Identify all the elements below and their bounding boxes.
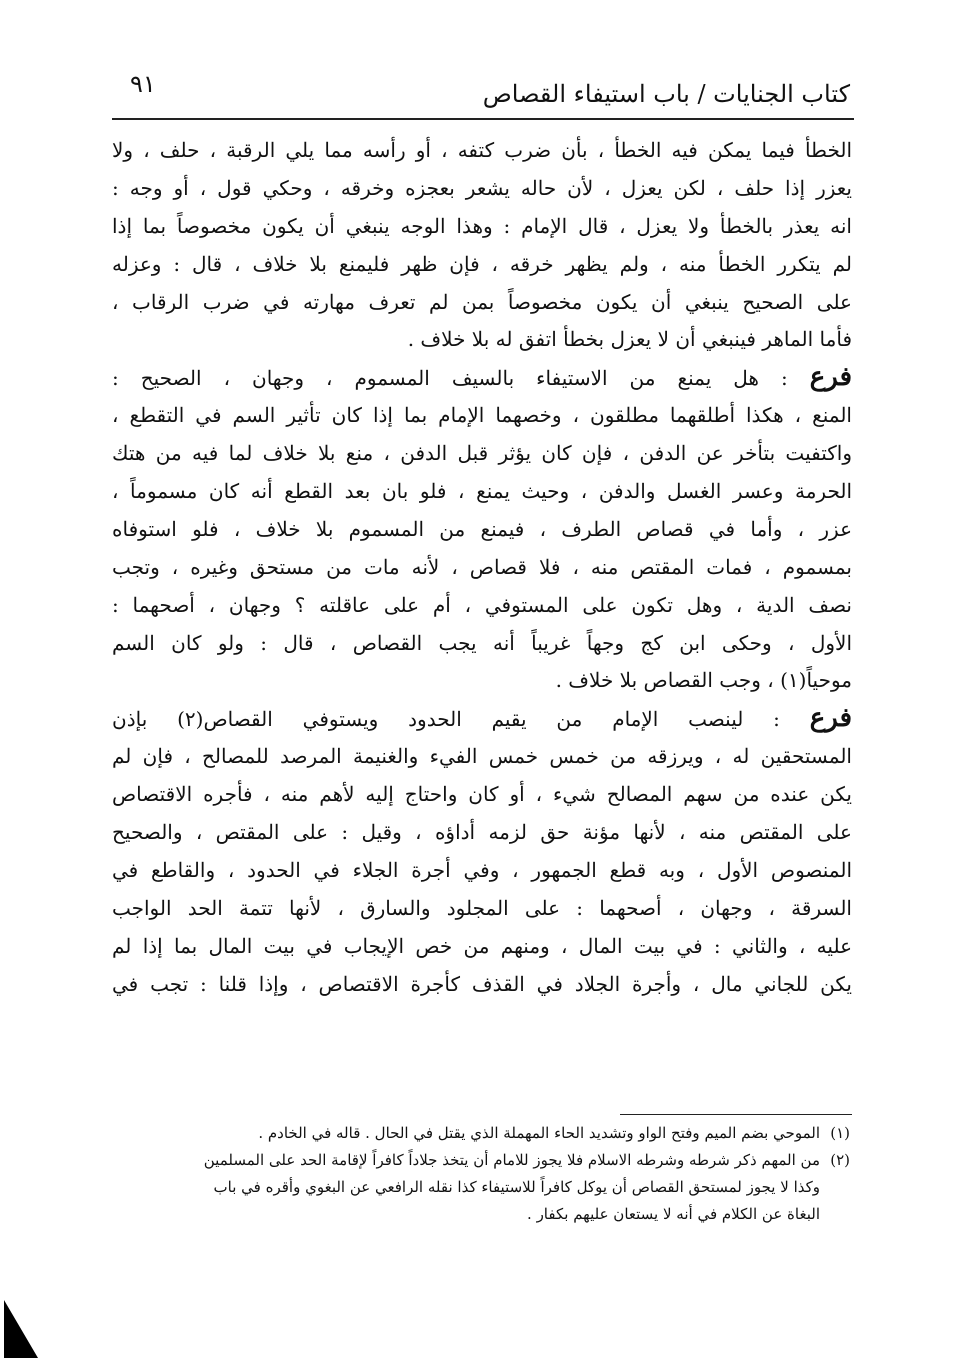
text-line: عليه ، والثاني : في بيت المال ، ومنهم من خص الإيجاب في بيت المال بما إذا لم [112,933,852,958]
page-header [120,70,850,120]
text-line: السرقة ، وجهان ، أصحهما : على المجلود والسارق ، لأنها تتمة الحد الواجب [112,895,852,920]
footnote-number: (٢) [830,1151,850,1169]
text-line: الخطأ فيما يمكن فيه الخطأ ، بأن ضرب كتفه ، أو رأسه مما يلي الرقبة ، حلف ، ولا [112,138,852,162]
section-term-far: فرع [809,362,852,393]
footnote-number: (١) [830,1124,850,1142]
footnote-text: البغاة عن الكلام في أنه لا يستعان عليهم بكفار . [527,1205,820,1223]
footnote-rule [620,1114,852,1115]
text-line: واكتفيت بتأخر عن الدفن ، فإن كان يؤثر قبل الدفن ، منع بلا خلاف لما فيه من هتك [112,441,852,466]
text-line: المنع ، هكذا أطلقهما مطلقون ، وخصهما الإمام بما إذا كان تأثير السم في التقطع ، [112,403,852,428]
text-line: على الصحيح ينبغي أن يكون مخصوصاً بمن لم تعرف مهارته في ضرب الرقاب ، [112,289,852,314]
text-line: عزر ، وأما في قصاص الطرف ، فيمنع من المسموم بلا خلاف ، فلو استوفاه [112,516,852,541]
text-line: على المقتص منه ، لأنها مؤنة حق لزمه أداؤه ، وقيل : على المقتص ، والصحيح [112,820,852,845]
text-line: الحرمة وعسر الغسل والدفن ، وحيث يمنع ، فلو بان بعد القطع أنه كان مسموماً ، [112,479,852,504]
main-text [112,132,852,1003]
text-line: المنصوص الأول ، وبه قطع الجمهور ، وفي أجرة الجلاء في الحدود ، والقاطع في [112,857,852,882]
paragraph-far-1-first-line [112,359,852,397]
paragraph-far-2-first-line [112,700,852,738]
text-line: يعزر إذا حلف ، لكن يعزل ، لأن حاله يشعر بعجزه وخرقه ، وحكي قول ، أو وجه : [112,175,852,200]
text-line: فأما الماهر فينبغي أن لا يعزل بخطأ اتفق له بلا خلاف . [407,327,852,352]
scan-corner-mark [4,1300,38,1358]
footnote-2 [130,1147,850,1174]
text-line: المستحقين له ، ويرزقه من خمس خمس الفيء والغنيمة المرصد للمصالح ، فإن لم [112,744,852,769]
footnote-text: من المهم ذكر شرطه وشرطه الاسلام فلا يجوز للامام أن يتخذ جلاداً كافراً لإقامة الحد على المسلمين [203,1151,820,1169]
text-segment: : هل يمنع من الاستيفاء بالسيف المسموم ، وجهان ، الصحيح : [112,366,810,391]
text-line: لم يتكرر الخطأ منه ، ولم يظهر خرقه ، فإن ظهر فليمنع بلا خلاف ، قال : وعزله [112,251,852,276]
text-line: يكن للجاني مال ، وأجرة الجلاد في القذف كأجرة الاقتصاص ، وإذا قلنا : تجب في [112,971,852,996]
text-line: بمسموم ، فمات المقتص منه ، فلا قصاص ، لأنه مات من مستحق وغيره ، وتجب [112,554,852,579]
text-line: نصف الدية ، وهل تكون على المستوفي ، أم على عاقلته ؟ وجهان ، أصحهما : [112,592,852,617]
section-term-far: فرع [809,703,852,734]
text-line: موحياً(١) ، وجب القصاص بلا خلاف . [555,668,852,693]
running-title: كتاب الجنايات / باب استيفاء القصاص [482,80,850,108]
text-line: انه يعذر بالخطأ ولا يعزل ، قال الإمام : وهذا الوجه ينبغي أن يكون مخصوصاً بما إذا [112,213,852,238]
header-rule [112,118,854,120]
footnote-text: وكذا لا يجوز لمستحق القصاص أن يوكل كافراً للاستيفاء كذا نقله الرافعي عن البغوي وأقره في باب [213,1178,820,1196]
footnote-1 [130,1120,850,1147]
text-line: يكن عنده من سهم المصالح شيء ، أو كان واحتاج إليه لأهم منه ، فأجره الاقتصاص [112,782,852,807]
footnotes [130,1120,850,1228]
page-number: ٩١ [130,70,156,98]
text-line: الأول ، وحكى ابن كج وجهاً غريباً أنه يجب القصاص ، قال : ولو كان السم [112,630,852,655]
text-segment: : لينصب الإمام من يقيم الحدود ويستوفي القصاص(٢) بإذن [112,707,810,732]
footnote-text: الموحي بضم الميم وفتح الواو وتشديد الحاء المهملة الذي يقتل في الحال . قاله في الخادم . [258,1124,820,1142]
